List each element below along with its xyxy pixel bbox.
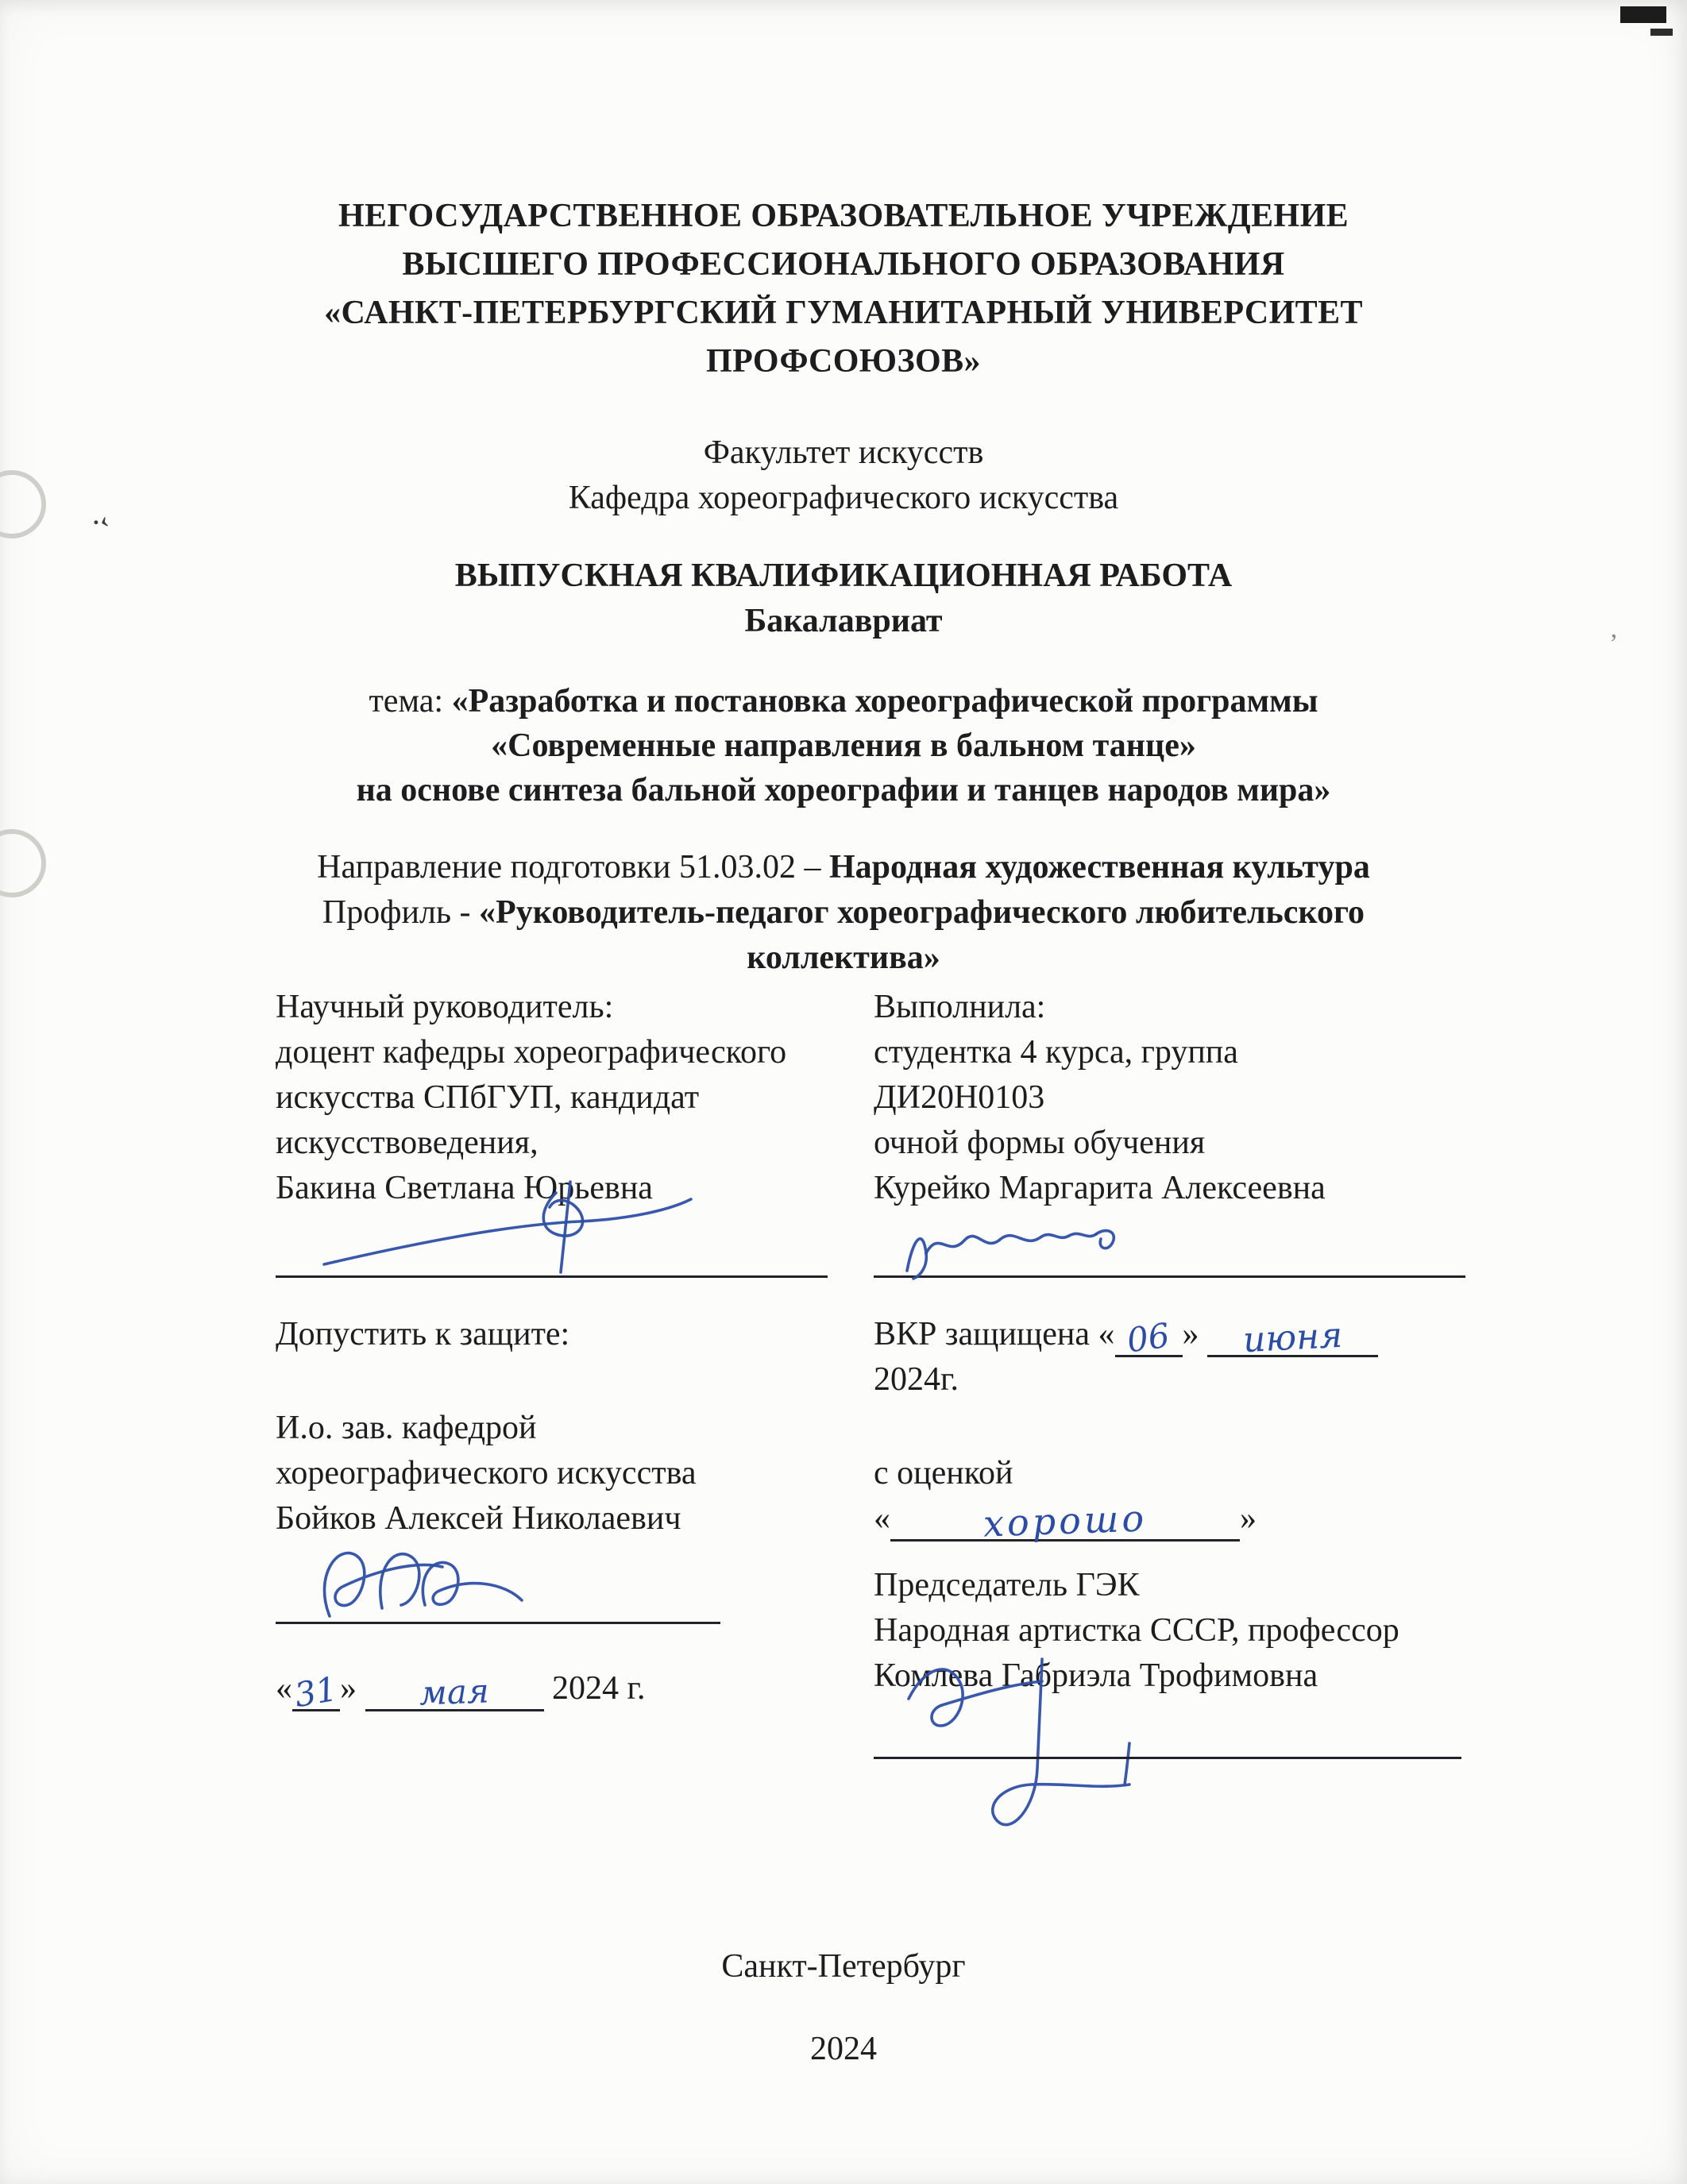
footer-city: Санкт-Петербург bbox=[721, 1948, 966, 1985]
admit-block bbox=[276, 1312, 879, 1357]
author-line: ДИ20Н0103 bbox=[874, 1079, 1045, 1116]
handwritten-month: июня bbox=[1241, 1314, 1344, 1361]
head-name: Бойков Алексей Николаевич bbox=[276, 1500, 681, 1537]
department-block bbox=[0, 430, 1687, 521]
supervisor-signature-icon bbox=[318, 1175, 699, 1287]
admit-date-year: 2024 г. bbox=[552, 1670, 646, 1707]
faculty-name: Факультет искусств bbox=[703, 434, 984, 471]
institution-line: ВЫСШЕГО ПРОФЕССИОНАЛЬНОГО ОБРАЗОВАНИЯ bbox=[402, 246, 1285, 283]
handwritten-grade: хорошо bbox=[982, 1496, 1148, 1545]
scan-corner-mark-icon bbox=[1650, 29, 1673, 36]
footer-year: 2024 bbox=[810, 2031, 877, 2067]
defense-date-block bbox=[874, 1312, 1501, 1403]
supervisor-line: искусствоведения, bbox=[276, 1125, 539, 1161]
chairman-rank: Народная артистка СССР, профессор bbox=[874, 1612, 1399, 1649]
defense-date-line: ВКР защищена « 06 » июня bbox=[874, 1312, 1501, 1357]
ink-speck-icon: ·‹ bbox=[88, 506, 112, 537]
head-signature-line bbox=[276, 1622, 720, 1624]
supervisor-line: искусства СПбГУП, кандидат bbox=[276, 1079, 700, 1116]
supervisor-line: доцент кафедры хореографического bbox=[276, 1034, 787, 1071]
theme-label: тема: bbox=[369, 683, 452, 720]
chair-name: Кафедра хореографического искусства bbox=[568, 480, 1119, 516]
direction-name: Народная художественная культура bbox=[828, 849, 1370, 886]
author-signature-icon bbox=[898, 1206, 1168, 1285]
author-line: очной формы обучения bbox=[874, 1125, 1206, 1161]
scan-speck-icon: ’ bbox=[1609, 629, 1619, 658]
thesis-theme bbox=[0, 679, 1687, 812]
defense-month-blank bbox=[1207, 1314, 1378, 1361]
grade-label: с оценкой bbox=[874, 1455, 1013, 1491]
institution-line: ПРОФСОЮЗОВ» bbox=[706, 343, 981, 380]
admit-month-blank bbox=[365, 1673, 544, 1711]
handwritten-admit-month: мая bbox=[419, 1671, 490, 1713]
theme-line-2: «Современные направления в бальном танце» bbox=[491, 727, 1196, 764]
theme-line-1 bbox=[0, 679, 1687, 723]
grade-blank bbox=[890, 1496, 1240, 1545]
head-of-chair-block bbox=[276, 1406, 879, 1542]
theme-text: «Разработка и постановка хореографической программы bbox=[451, 683, 1318, 720]
admit-date-block: «31» мая 2024 г. bbox=[276, 1669, 646, 1715]
work-type-block bbox=[0, 554, 1687, 644]
grade-line: « хорошо » bbox=[874, 1496, 1257, 1545]
head-of-chair-signature-icon bbox=[306, 1529, 544, 1632]
profile-line-1: Профиль - «Руководитель-педагог хореографического любительского bbox=[322, 894, 1365, 931]
degree-level: Бакалавриат bbox=[744, 603, 943, 639]
author-label: Выполнила: bbox=[874, 989, 1046, 1025]
direction-line: Направление подготовки 51.03.02 – Народная художественная культура bbox=[317, 849, 1370, 886]
chairman-signature-icon bbox=[890, 1648, 1223, 1862]
supervisor-label: Научный руководитель: bbox=[276, 989, 614, 1025]
handwritten-day: 06 bbox=[1125, 1315, 1172, 1360]
program-block bbox=[0, 845, 1687, 981]
institution-line: НЕГОСУДАРСТВЕННОЕ ОБРАЗОВАТЕЛЬНОЕ УЧРЕЖДЕНИЕ bbox=[338, 198, 1349, 234]
head-line: хореографического искусства bbox=[276, 1455, 697, 1491]
institution-header bbox=[0, 192, 1687, 386]
chairman-signature-line bbox=[874, 1757, 1461, 1759]
head-line: И.о. зав. кафедрой bbox=[276, 1410, 537, 1446]
chairman-name: Комлева Габриэла Трофимовна bbox=[874, 1657, 1318, 1694]
handwritten-admit-day: 31 bbox=[291, 1669, 341, 1715]
admit-label: Допустить к защите: bbox=[276, 1316, 570, 1352]
chairman-title: Председатель ГЭК bbox=[874, 1567, 1140, 1603]
author-line: студентка 4 курса, группа bbox=[874, 1034, 1238, 1071]
work-type: ВЫПУСКНАЯ КВАЛИФИКАЦИОННАЯ РАБОТА bbox=[454, 558, 1233, 594]
institution-line: «САНКТ-ПЕТЕРБУРГСКИЙ ГУМАНИТАРНЫЙ УНИВЕРСИТЕТ bbox=[324, 295, 1363, 331]
grade-block bbox=[874, 1451, 1501, 1545]
author-name: Курейко Маргарита Алексеевна bbox=[874, 1170, 1326, 1206]
admit-day-blank bbox=[291, 1669, 341, 1715]
author-block bbox=[874, 985, 1501, 1211]
supervisor-name: Бакина Светлана Юрьевна bbox=[276, 1170, 653, 1206]
profile-line-2: коллектива» bbox=[747, 940, 940, 976]
scan-corner-mark-icon bbox=[1620, 6, 1666, 23]
defense-year: 2024г. bbox=[874, 1361, 959, 1398]
defense-day-blank bbox=[1115, 1315, 1183, 1360]
theme-line-3: на основе синтеза бальной хореографии и танцев народов мира» bbox=[356, 772, 1331, 808]
